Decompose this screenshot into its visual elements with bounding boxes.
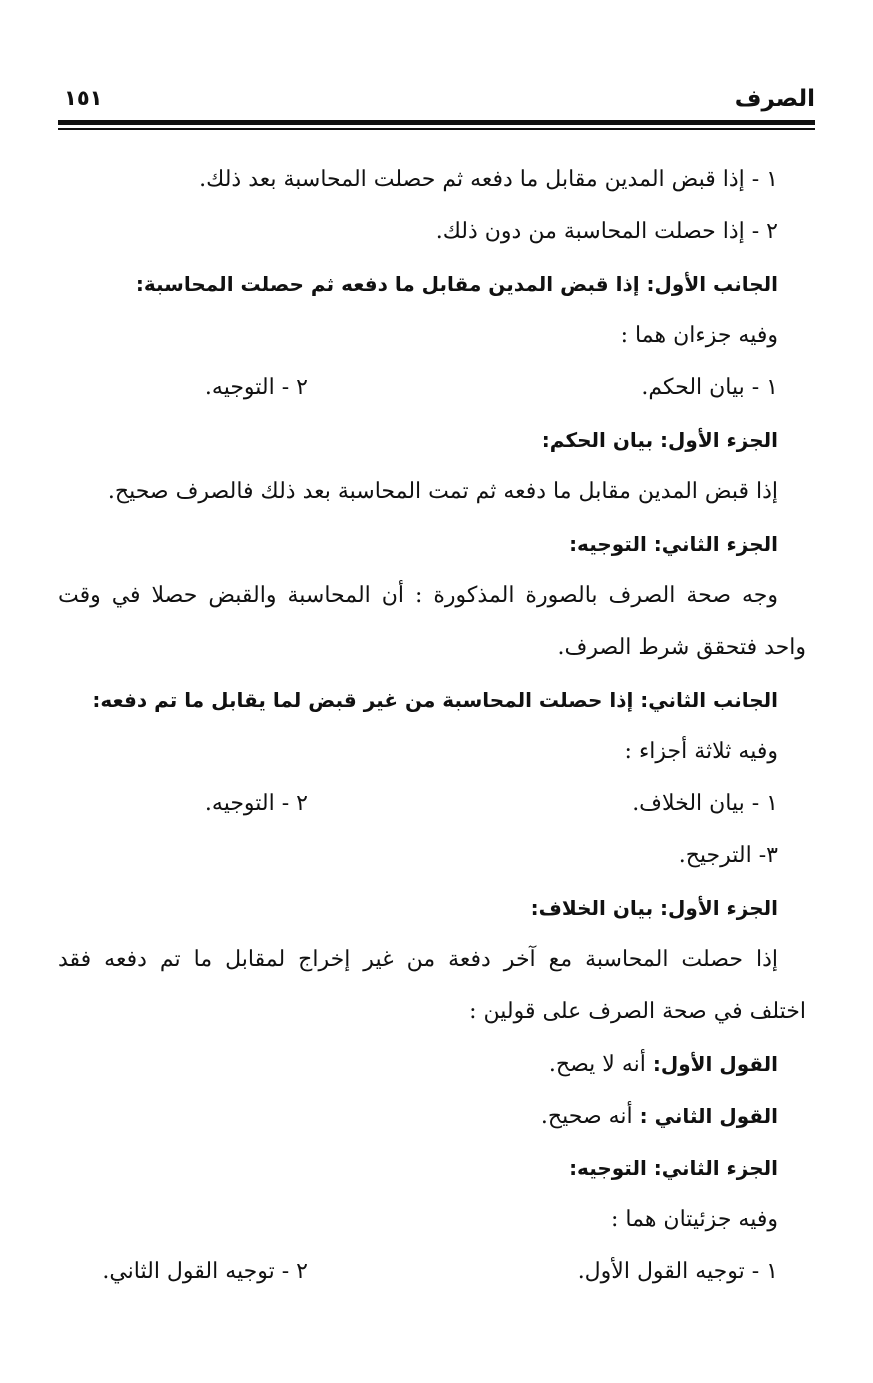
text-line: وفيه ثلاثة أجزاء : — [624, 739, 778, 764]
opinion-text: أنه لا يصح. — [548, 1052, 653, 1077]
list-item: ٣- الترجيح. — [678, 843, 778, 868]
opinion-label: القول الأول: — [652, 1052, 778, 1076]
text-line: ١ - إذا قبض المدين مقابل ما دفعه ثم حصلت المحاسبة بعد ذلك. — [199, 167, 778, 192]
sub-heading: الجزء الثاني: التوجيه: — [569, 532, 778, 556]
text-line: واحد فتحقق شرط الصرف. — [557, 635, 806, 660]
sub-heading: الجزء الثاني: التوجيه: — [569, 1156, 778, 1180]
section-heading: الجانب الثاني: إذا حصلت المحاسبة من غير قبض لما يقابل ما تم دفعه: — [92, 688, 778, 712]
text-line: وجه صحة الصرف بالصورة المذكورة : أن المحاسبة والقبض حصلا في وقت — [58, 583, 778, 608]
list-item: ١ - بيان الخلاف. — [632, 791, 778, 816]
opinion-line — [58, 1040, 778, 1088]
list-item: ٢ - التوجيه. — [204, 375, 308, 400]
page-header — [58, 86, 815, 122]
list-row — [58, 364, 778, 412]
header-rule-thin — [58, 128, 815, 130]
list-item: ٢ - توجيه القول الثاني. — [102, 1259, 308, 1284]
list-item: ١ - بيان الحكم. — [641, 375, 778, 400]
section-heading: الجانب الأول: إذا قبض المدين مقابل ما دفعه ثم حصلت المحاسبة: — [135, 272, 778, 296]
sub-heading: الجزء الأول: بيان الخلاف: — [530, 896, 778, 920]
text-line: اختلف في صحة الصرف على قولين : — [469, 999, 806, 1024]
text-line: إذا قبض المدين مقابل ما دفعه ثم تمت المحاسبة بعد ذلك فالصرف صحيح. — [107, 479, 778, 504]
list-row — [58, 780, 778, 828]
opinion-label: القول الثاني : — [639, 1104, 778, 1128]
text-line: وفيه جزئيتان هما : — [611, 1207, 778, 1232]
text-line: وفيه جزءان هما : — [620, 323, 778, 348]
running-title: الصرف — [734, 86, 815, 112]
text-line: ٢ - إذا حصلت المحاسبة من دون ذلك. — [435, 219, 778, 244]
list-item: ٢ - التوجيه. — [204, 791, 308, 816]
sub-heading: الجزء الأول: بيان الحكم: — [541, 428, 778, 452]
list-row — [58, 1248, 778, 1296]
page-number: ١٥١ — [64, 86, 103, 110]
list-item: ١ - توجيه القول الأول. — [577, 1259, 778, 1284]
header-rule-thick — [58, 120, 815, 125]
opinion-text: أنه صحيح. — [540, 1104, 640, 1129]
text-line: إذا حصلت المحاسبة مع آخر دفعة من غير إخراج لمقابل ما تم دفعه فقد — [58, 947, 778, 972]
opinion-line — [58, 1092, 778, 1140]
